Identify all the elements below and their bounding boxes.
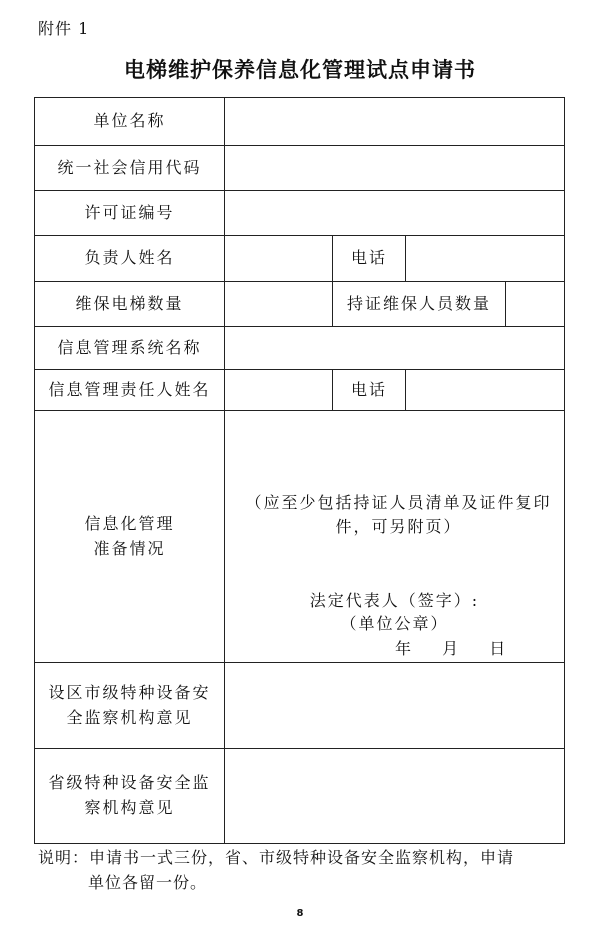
label-license-no: 许可证编号 <box>35 191 225 236</box>
label-preparation <box>35 411 225 663</box>
date-year: 年 <box>395 639 414 658</box>
row-unit-name <box>35 98 565 146</box>
row-credit-code <box>35 146 565 191</box>
preparation-note-line1: （应至少包括持证人员清单及证件复印 <box>245 493 552 512</box>
row-province-opinion <box>35 749 565 844</box>
label-city-opinion-line2: 全监察机构意见 <box>66 707 193 727</box>
row-preparation <box>35 411 565 663</box>
label-system-name: 信息管理系统名称 <box>35 327 225 370</box>
row-license-no <box>35 191 565 236</box>
label-preparation-line1: 信息化管理 <box>84 513 175 533</box>
input-certified-staff[interactable] <box>506 282 565 327</box>
label-leader-phone: 电话 <box>333 236 406 282</box>
input-info-manager[interactable] <box>225 370 333 411</box>
preparation-note-line2: 件，可另附页） <box>335 517 462 536</box>
label-city-opinion-line1: 设区市级特种设备安 <box>48 682 211 702</box>
attachment-label: 附件 1 <box>38 19 90 38</box>
application-form-table <box>34 97 565 844</box>
label-province-opinion-line2: 察机构意见 <box>84 798 175 817</box>
label-province-opinion <box>35 749 225 844</box>
unit-seal: （单位公章） <box>340 614 449 633</box>
label-certified-staff: 持证维保人员数量 <box>333 282 506 327</box>
label-leader-name: 负责人姓名 <box>35 236 225 282</box>
label-elevator-count: 维保电梯数量 <box>35 282 225 327</box>
label-info-manager: 信息管理责任人姓名 <box>35 370 225 411</box>
label-unit-name: 单位名称 <box>35 98 225 146</box>
label-manager-phone: 电话 <box>333 370 406 411</box>
row-info-manager <box>35 370 565 411</box>
row-system-name <box>35 327 565 370</box>
input-preparation[interactable] <box>225 411 565 663</box>
input-city-opinion[interactable] <box>225 663 565 749</box>
input-credit-code[interactable] <box>225 146 565 191</box>
footer-note-line1: 说明：申请书一式三份，省、市级特种设备安全监察机构，申请 <box>38 848 515 867</box>
input-system-name[interactable] <box>225 327 565 370</box>
date-month: 月 <box>442 639 461 658</box>
input-province-opinion[interactable] <box>225 749 565 844</box>
row-city-opinion <box>35 663 565 749</box>
label-province-opinion-line1: 省级特种设备安全监 <box>48 773 211 793</box>
footer-note <box>38 846 568 896</box>
date-day: 日 <box>489 639 508 658</box>
input-leader-name[interactable] <box>225 236 333 282</box>
input-elevator-count[interactable] <box>225 282 333 327</box>
label-city-opinion <box>35 663 225 749</box>
input-manager-phone[interactable] <box>406 370 565 411</box>
sign-date <box>395 637 529 662</box>
label-credit-code: 统一社会信用代码 <box>35 146 225 191</box>
preparation-note <box>239 491 558 539</box>
page-title: 电梯维护保养信息化管理试点申请书 <box>124 58 476 82</box>
legal-representative-signature: 法定代表人（签字）: <box>309 591 480 610</box>
input-leader-phone[interactable] <box>406 236 565 282</box>
input-unit-name[interactable] <box>225 98 565 146</box>
input-license-no[interactable] <box>225 191 565 236</box>
page-number: 8 <box>296 908 304 919</box>
label-preparation-line2: 准备情况 <box>93 538 166 558</box>
footer-note-line2: 单位各留一份。 <box>88 872 208 892</box>
row-leader <box>35 236 565 282</box>
row-elevator-count <box>35 282 565 327</box>
